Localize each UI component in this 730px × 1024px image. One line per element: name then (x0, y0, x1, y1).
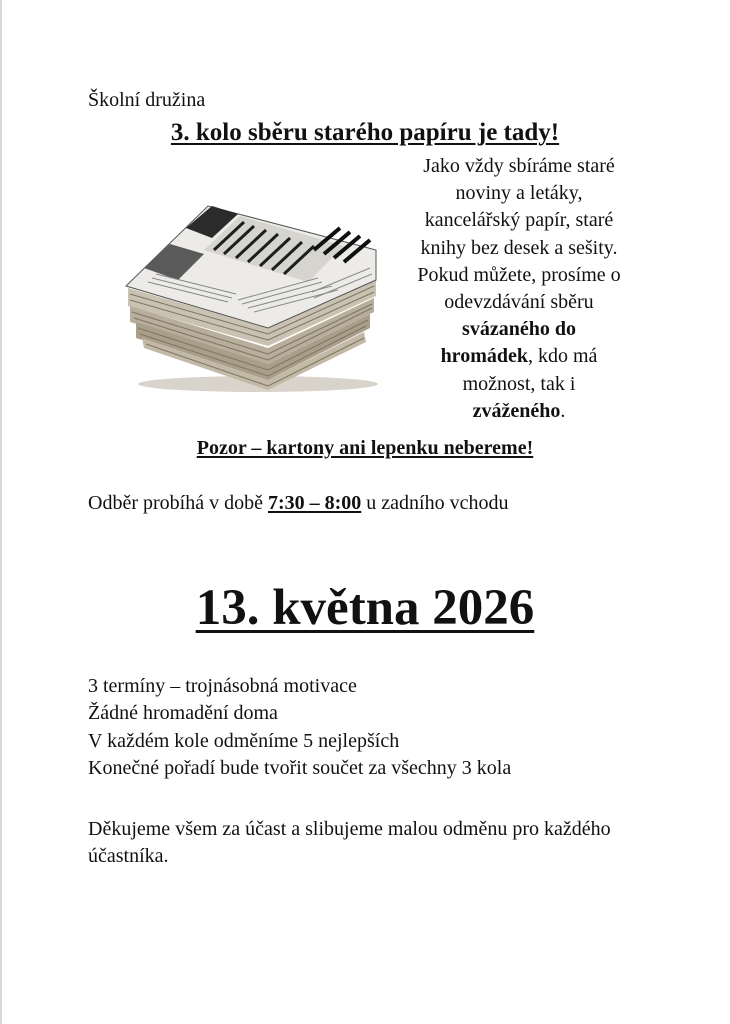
list-item: 3 termíny – trojnásobná motivace (88, 675, 357, 697)
event-date (0, 578, 730, 638)
info-line: knihy bez desek a sešity. (420, 236, 618, 259)
thanks-paragraph: Děkujeme všem za účast a slibujeme malou odměnu pro každého účastníka. (88, 818, 611, 868)
info-line (388, 316, 650, 343)
headline-text: 3. kolo sběru starého papíru je tady! (170, 119, 560, 146)
warning-note (0, 436, 730, 460)
pickup-text: u zadního vchodu (361, 492, 509, 514)
info-line: noviny a letáky, (455, 182, 583, 205)
newspaper-stack-illustration (108, 188, 380, 396)
benefit-list (88, 673, 511, 782)
info-line: Pokud můžete, prosíme o (417, 263, 621, 286)
list-item: Žádné hromadění doma (88, 702, 278, 725)
info-line: možnost, tak i (462, 372, 576, 395)
info-line: Jako vždy sbíráme staré (423, 155, 615, 177)
headline (0, 118, 730, 148)
info-bold-text: zváženého (472, 399, 561, 422)
organization-name: Školní družina (88, 89, 206, 111)
info-line (388, 343, 650, 370)
info-text: . (560, 399, 566, 422)
event-date-text: 13. května 2026 (195, 580, 535, 636)
info-bold-text: svázaného do (462, 318, 576, 341)
list-item: Konečné pořadí bude tvořit součet za všechny 3 kola (88, 756, 512, 779)
info-text: , kdo má (527, 345, 598, 368)
pickup-text: Odběr probíhá v době (88, 492, 268, 514)
collection-info (388, 153, 650, 425)
pickup-time: 7:30 – 8:00 (267, 492, 362, 514)
list-item: V každém kole odměníme 5 nejlepších (88, 729, 400, 752)
info-line: kancelářský papír, staré (424, 209, 614, 232)
pickup-time-info (88, 491, 508, 515)
page-edge (0, 0, 2, 1024)
info-line (388, 398, 650, 425)
warning-text: Pozor – kartony ani lepenku nebereme! (196, 437, 534, 459)
info-line: odevzdávání sběru (444, 291, 594, 314)
info-bold-text: hromádek (440, 345, 528, 368)
